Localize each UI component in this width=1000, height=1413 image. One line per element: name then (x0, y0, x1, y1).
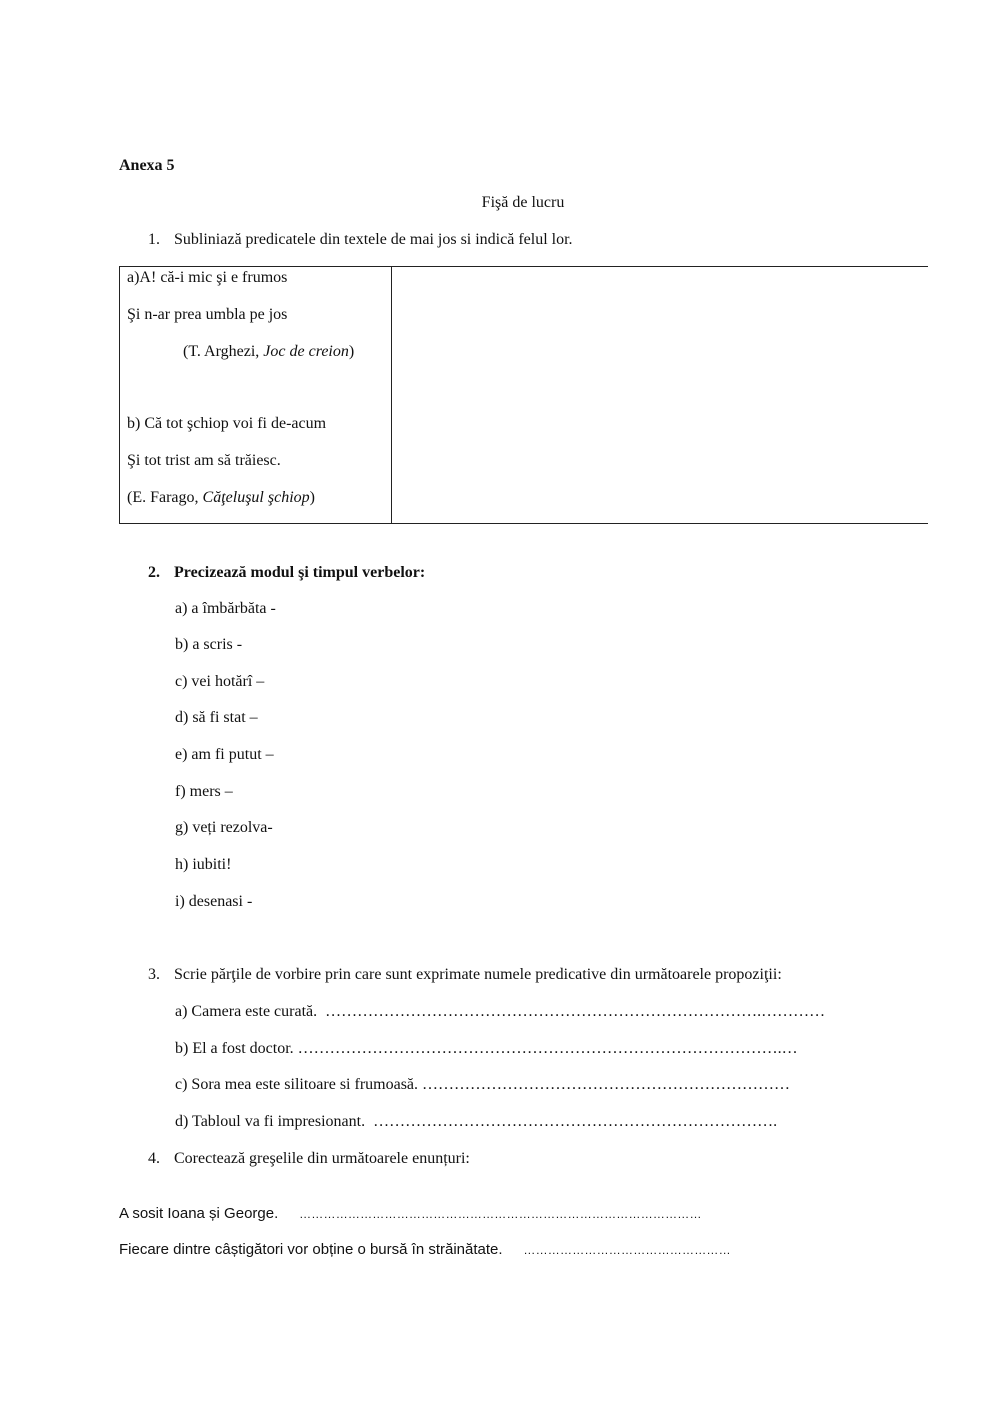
question-3-text: Scrie părţile de vorbire prin care sunt exprimate numele predicative din următoarele propoziţii: (174, 966, 782, 983)
poem-a-source (183, 343, 354, 361)
worksheet-title: Fişă de lucru (481, 194, 565, 211)
verb-item: e) am fi putut – (175, 746, 274, 763)
verb-item: b) a scris - (175, 636, 243, 653)
poem-a-line-2: Şi n-ar prea umbla pe jos (127, 306, 288, 323)
predicative-item (175, 1113, 777, 1131)
poem-b-source-suffix: ) (309, 489, 315, 506)
verb-item: f) mers – (175, 783, 233, 800)
predicative-item (175, 1076, 790, 1094)
poem-b-line-1: b) Că tot şchiop voi fi de-acum (127, 415, 327, 432)
correction-item (119, 1205, 702, 1222)
poem-a-source-suffix: ) (348, 343, 355, 360)
question-2-number: 2. (148, 564, 160, 581)
verb-item: a) a îmbărbăta - (175, 600, 276, 617)
predicative-item (175, 1003, 825, 1021)
question-1-text: Subliniază predicatele din textele de mai jos si indică felul lor. (174, 231, 573, 248)
poem-b-source-title: Căţeluşul şchiop (202, 489, 310, 506)
question-4 (148, 1150, 470, 1168)
answer-dots[interactable]: ……………………………………………………………………………………… (299, 1207, 702, 1221)
question-1 (148, 231, 573, 249)
answer-dots[interactable]: ……………………………………………………………………………….… (297, 1040, 798, 1057)
verb-item: h) iubiti! (175, 856, 232, 873)
question-2-text: Precizează modul şi timpul verbelor: (174, 564, 426, 581)
correction-sentence: Fiecare dintre câștigători vor obține o bursă în străinătate. (119, 1241, 503, 1258)
answer-dots[interactable]: …………………………………………………………………. (373, 1113, 778, 1130)
answer-dots[interactable]: …………………………………………………………… (422, 1076, 791, 1093)
predicative-sentence: b) El a fost doctor. (175, 1040, 294, 1057)
answer-dots[interactable]: ……………………………………………………………………….………… (325, 1003, 826, 1020)
verb-item: d) să fi stat – (175, 709, 258, 726)
poem-a-source-title: Joc de creion (263, 343, 349, 360)
question-2 (148, 564, 425, 582)
question-4-text: Corectează greşelile din următoarele enunțuri: (174, 1150, 470, 1167)
poem-b-source (127, 489, 315, 507)
poem-b-line-2: Şi tot trist am să trăiesc. (127, 452, 281, 469)
predicative-item (175, 1040, 798, 1058)
answer-dots[interactable]: …………………………………………… (523, 1243, 731, 1257)
correction-sentence: A sosit Ioana și George. (119, 1205, 279, 1222)
predicative-sentence: c) Sora mea este silitoare si frumoasă. (175, 1076, 419, 1093)
correction-item (119, 1241, 731, 1258)
verb-item: i) desenasi - (175, 893, 253, 910)
annex-label: Anexa 5 (119, 157, 175, 174)
predicative-sentence: a) Camera este curată. (175, 1003, 318, 1020)
verb-item: g) veți rezolva- (175, 819, 273, 836)
poem-a-source-prefix: (T. Arghezi, (183, 343, 264, 360)
question-3-number: 3. (148, 966, 160, 983)
poems-cell (120, 267, 392, 524)
question-1-number: 1. (148, 231, 160, 248)
poems-table (119, 266, 928, 524)
poem-b-source-prefix: (E. Farago, (127, 489, 203, 506)
poem-a-line-1: a)A! că-i mic şi e frumos (127, 269, 288, 286)
question-3 (148, 966, 782, 984)
question-4-number: 4. (148, 1150, 160, 1167)
answer-cell[interactable] (392, 267, 929, 524)
verb-item: c) vei hotărî – (175, 673, 265, 690)
predicative-sentence: d) Tabloul va fi impresionant. (175, 1113, 366, 1130)
